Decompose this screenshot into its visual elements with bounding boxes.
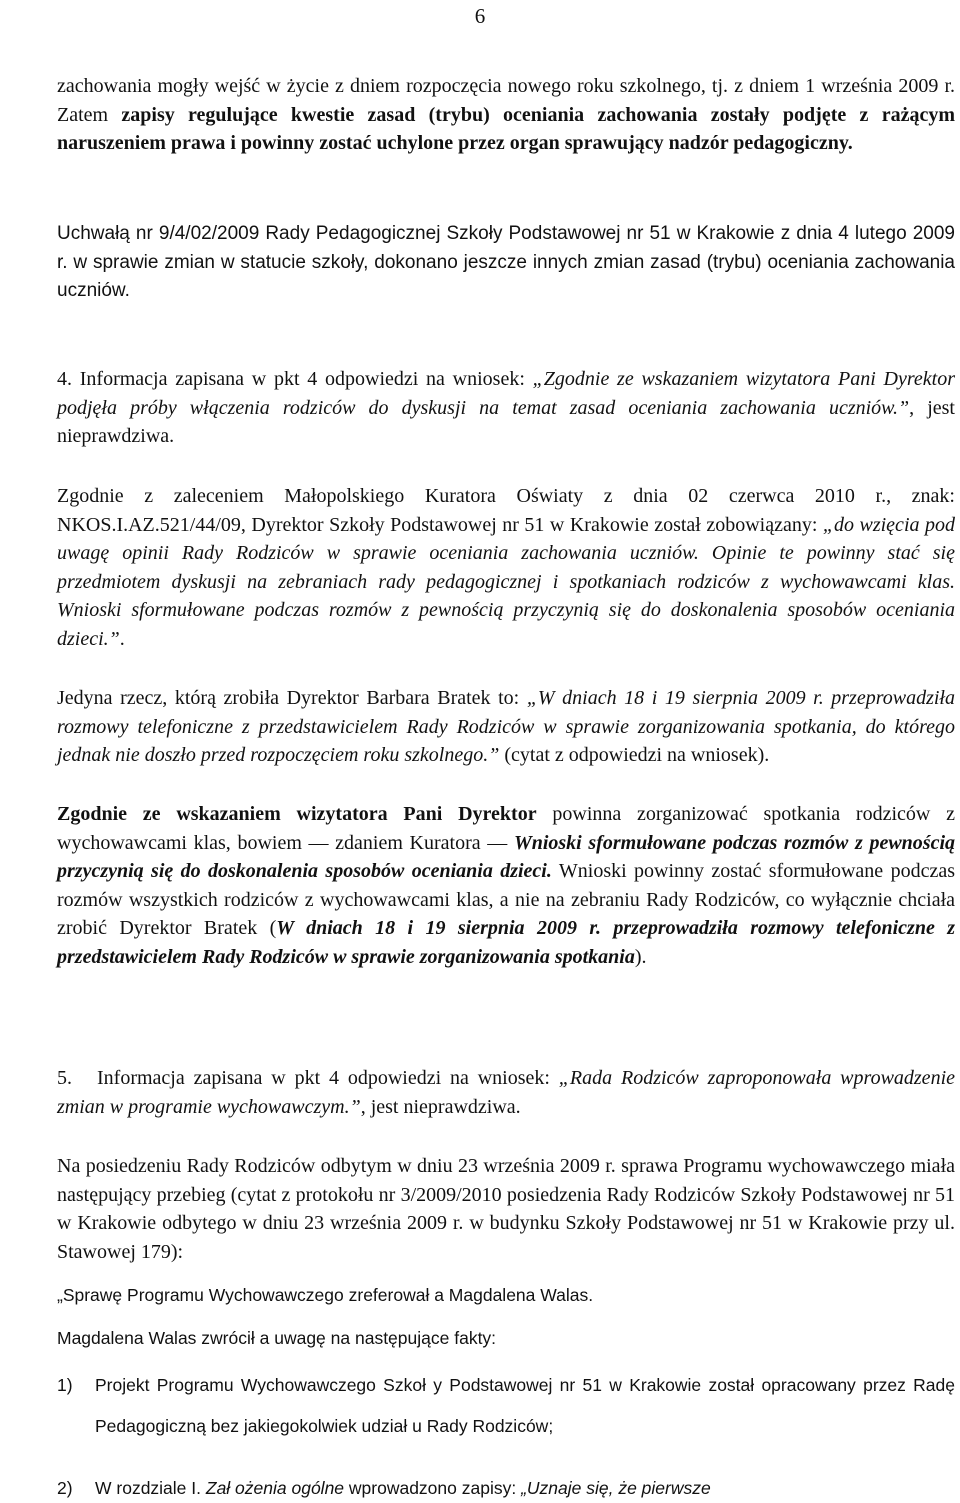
list-text: Projekt Programu Wychowawczego Szkoł y Podstawowej nr 51 w Krakowie został opracowany przez Radę Pedagogiczną bez jakiegokolwiek udział u Rady Rodziców; <box>95 1375 955 1436</box>
text: (cytat z odpowiedzi na wniosek). <box>499 744 770 767</box>
quote-text: „Zgodnie ze wskazaniem wizytatora Pani Dyrektor podjęła próby włączenia rodziców do dyskusji na temat zasad oceniania zachowania uczniów.” <box>57 368 956 419</box>
text: ). <box>634 945 647 968</box>
text: . <box>119 627 125 650</box>
protocol-quote-line-2: Magdalena Walas zwrócił a uwagę na następujące fakty: <box>57 1328 497 1348</box>
paragraph-resolution <box>57 220 955 306</box>
text: W rozdziale I. <box>95 1478 206 1498</box>
point-number: 5. <box>57 1067 72 1089</box>
bold-italic-text: W dniach 18 i 19 sierpnia 2009 r. przeprowadziła rozmowy telefoniczne z przedstawicielem Rady Rodziców w sprawie zorganizowania spotkania <box>57 917 955 968</box>
paragraph-parents-council-meeting <box>57 1152 955 1266</box>
paragraph-kurator-recommendation <box>57 482 955 654</box>
text: powinna zorganizować spotkania rodziców z wychowawcami klas, bowiem — zdaniem Kuratora — <box>57 803 955 854</box>
text: , jest nieprawdziwa. <box>57 396 955 448</box>
paragraph-director-action <box>57 684 955 770</box>
protocol-quote-line-1: „Sprawę Programu Wychowawczego zreferował a Magdalena Walas. <box>57 1285 594 1305</box>
text: Zgodnie z zaleceniem Małopolskiego Kuratora Oświaty z dnia 02 czerwca 2010 r., znak: NKOS.I.AZ.521/44/09, Dyrektor Szkoły Podstawowej nr 51 w Krakowie został zobowiązany: <box>57 485 955 536</box>
point-4 <box>57 365 955 451</box>
text: zachowania mogły wejść w życie z dniem rozpoczęcia nowego roku szkolnego, tj. z dniem 1 września 2009 r. Zatem <box>57 75 955 126</box>
paragraph-intro <box>57 72 955 158</box>
list-text <box>95 1474 955 1502</box>
italic-text: Zał ożenia ogólne <box>205 1478 345 1498</box>
quote-text: „do wzięcia pod uwagę opinii Rady Rodziców w sprawie oceniania zachowania uczniów. Opinie te powinny stać się przedmiotem dyskusji na zebraniach rady pedagogicznej i spotkaniach rodziców z wychowawcami klas. Wnioski sformułowane podczas rozmów z pewnością przyczynią się do doskonalenia sposobów oceniania dzieci.” <box>57 513 955 650</box>
text: Na posiedzeniu Rady Rodziców odbytym w dniu 23 września 2009 r. sprawa Programu wychowawczego miała następujący przebieg (cytat z protokołu nr 3/2009/2010 posiedzenia Rady Rodziców Szkoły Podstawowej nr 51 w Krakowie odbytego w dniu 23 września 2009 r. w budynku Szkoły Podstawowej nr 51 w Krakowie przy ul. Stawowej 179): <box>57 1155 955 1263</box>
list-number: 1) <box>57 1375 73 1395</box>
text: Uchwałą nr 9/4/02/2009 Rady Pedagogicznej Szkoły Podstawowej nr 51 w Krakowie z dnia 4 lutego 2009 r. w sprawie zmian w statucie szkoły, dokonano jeszcze innych zmian zasad (trybu) oceniania zachowania uczniów. <box>57 223 955 302</box>
bold-italic-text: Wnioski sformułowane podczas rozmów z pewnością przyczynią się do doskonalenia sposobów oceniania dzieci. <box>57 831 956 883</box>
text: Wnioski powinny zostać sformułowane podczas rozmów wszystkich rodziców z wychowawcami klas, a nie na zebraniu Rady Rodziców, co wyłącznie chciała zrobić Dyrektor Bratek ( <box>57 860 955 940</box>
text: , jest nieprawdziwa. <box>360 1095 521 1118</box>
text: Informacja zapisana w pkt 4 odpowiedzi na wniosek: <box>79 368 533 390</box>
paragraph-inspector <box>57 800 955 972</box>
page-number: 6 <box>474 4 486 28</box>
quote-text: „W dniach 18 i 19 sierpnia 2009 r. przeprowadziła rozmowy telefoniczne z przedstawicielem Rady Rodziców w sprawie zorganizowania spotkania, do którego jednak nie doszło przed rozpoczęciem roku szkolnego.” <box>57 687 955 767</box>
point-number: 4. <box>57 368 72 390</box>
text: Jedyna rzecz, którą zrobiła Dyrektor Barbara Bratek to: <box>57 687 527 709</box>
text: Informacja zapisana w pkt 4 odpowiedzi na wniosek: <box>97 1067 559 1089</box>
text: wprowadzono zapisy: <box>344 1478 522 1498</box>
quote-text: „Rada Rodziców zaproponowała wprowadzenie zmian w programie wychowawczym.” <box>57 1067 955 1118</box>
list-number: 2) <box>57 1478 73 1498</box>
italic-text: „Uznaje się, że pierwsze <box>521 1478 711 1498</box>
point-5 <box>57 1064 955 1121</box>
bold-text: Zgodnie ze wskazaniem wizytatora Pani Dyrektor <box>57 803 537 825</box>
bold-text: zapisy regulujące kwestie zasad (trybu) oceniania zachowania zostały podjęte z rażącym naruszeniem prawa i powinny zostać uchylone przez organ sprawujący nadzór pedagogiczny. <box>57 103 955 155</box>
